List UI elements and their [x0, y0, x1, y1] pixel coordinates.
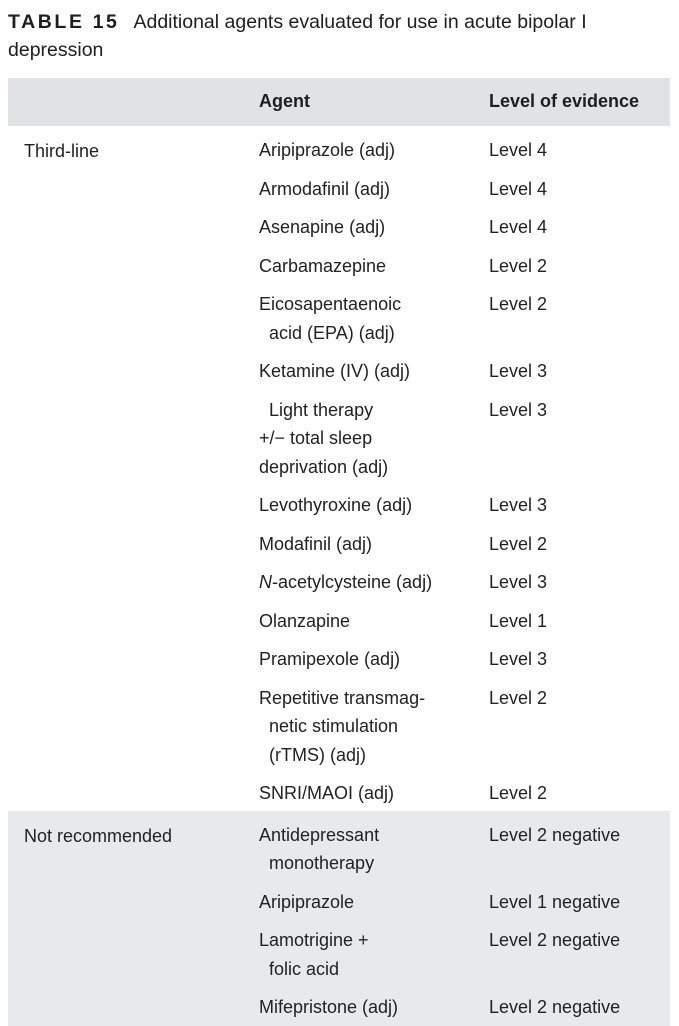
agent-cell [259, 175, 474, 204]
table-caption [8, 8, 673, 64]
level-cell: Level 3 [489, 399, 548, 420]
agent-text: Ketamine (IV) (adj) [259, 361, 411, 381]
agent-text: SNRI/MAOI (adj) [259, 783, 395, 803]
group-label: Third-line [24, 141, 100, 161]
level-cell: Level 4 [489, 178, 548, 199]
agent-text: (rTMS) (adj) [259, 744, 366, 765]
agent-text: folic acid [259, 958, 340, 979]
header-level: Level of evidence [489, 91, 640, 111]
level-cell: Level 1 [489, 610, 548, 631]
agent-text: Pramipexole (adj) [259, 649, 401, 669]
level-cell: Level 3 [489, 572, 548, 592]
table-row [259, 674, 670, 770]
agent-text: monotherapy [259, 853, 375, 873]
agent-cell [259, 136, 474, 165]
level-cell: Level 2 [489, 783, 548, 803]
agent-text: +/− total sleep [259, 428, 373, 448]
agent-text: Asenapine (adj) [259, 217, 386, 237]
table-body [8, 126, 670, 1026]
level-cell: Level 3 [489, 495, 548, 515]
table-row [259, 242, 670, 281]
agent-cell [259, 568, 474, 597]
agent-text: Modafinil (adj) [259, 533, 373, 554]
table-row [259, 520, 670, 559]
agent-text: N-acetylcysteine (adj) [259, 572, 433, 592]
table-row [259, 597, 670, 636]
level-cell: Level 3 [489, 649, 548, 669]
table-row [259, 558, 670, 597]
table-row [259, 878, 670, 917]
agent-cell [259, 357, 474, 386]
agent-cell [259, 530, 474, 559]
agent-text: Mifepristone (adj) [259, 997, 399, 1017]
agent-text: Light therapy [259, 399, 374, 420]
table-row [259, 203, 670, 242]
header-agent: Agent [259, 91, 310, 111]
level-cell: Level 4 [489, 140, 548, 160]
agent-cell [259, 491, 474, 520]
table-row [259, 126, 670, 165]
agent-text: Eicosapentaenoic [259, 294, 402, 314]
agent-text: Carbamazepine [259, 255, 387, 276]
agent-cell [259, 396, 474, 482]
level-cell: Level 2 negative [489, 930, 621, 950]
agent-text: Lamotrigine + [259, 930, 369, 950]
level-cell: Level 2 [489, 294, 548, 314]
agent-cell [259, 684, 474, 770]
level-cell: Level 3 [489, 361, 548, 381]
level-cell: Level 2 negative [489, 824, 621, 845]
agent-cell [259, 926, 474, 983]
agent-cell [259, 779, 474, 808]
agent-text: Aripiprazole [259, 891, 355, 912]
level-cell: Level 2 [489, 533, 548, 554]
table-row [259, 769, 670, 808]
table-row [259, 347, 670, 386]
table-header [8, 78, 670, 126]
agent-text: Olanzapine [259, 610, 351, 631]
agent-text: deprivation (adj) [259, 456, 389, 477]
agent-text: Armodafinil (adj) [259, 178, 391, 199]
agent-text: acid (EPA) (adj) [259, 322, 395, 343]
agent-text: netic stimulation [259, 716, 399, 736]
table-row [259, 916, 670, 983]
table-row [259, 481, 670, 520]
table-row [259, 635, 670, 674]
level-cell: Level 2 [489, 687, 548, 708]
level-cell: Level 1 negative [489, 891, 621, 912]
table-row [259, 280, 670, 347]
agent-cell [259, 993, 474, 1022]
agent-cell [259, 290, 474, 347]
group-third-line [8, 126, 670, 811]
agent-text: Levothyroxine (adj) [259, 495, 413, 515]
table-label: TABLE 15 [8, 11, 120, 33]
agent-text: Aripiprazole (adj) [259, 140, 396, 160]
group-not-recommended [8, 811, 670, 1026]
evidence-table [8, 78, 670, 1026]
table-row [259, 165, 670, 204]
agent-text: Antidepressant [259, 824, 380, 845]
level-cell: Level 2 negative [489, 997, 621, 1017]
table-title: Additional agents evaluated for use in acute bipolar I depression [8, 11, 587, 61]
level-cell: Level 2 [489, 255, 548, 276]
table-row [259, 983, 670, 1022]
table-row [259, 811, 670, 878]
agent-cell [259, 607, 474, 636]
agent-text: Repetitive transmag- [259, 687, 426, 708]
agent-cell [259, 645, 474, 674]
table-row [259, 386, 670, 482]
level-cell: Level 4 [489, 217, 548, 237]
agent-cell [259, 252, 474, 281]
agent-cell [259, 213, 474, 242]
group-label: Not recommended [24, 825, 173, 846]
agent-cell [259, 821, 474, 878]
agent-cell [259, 888, 474, 917]
